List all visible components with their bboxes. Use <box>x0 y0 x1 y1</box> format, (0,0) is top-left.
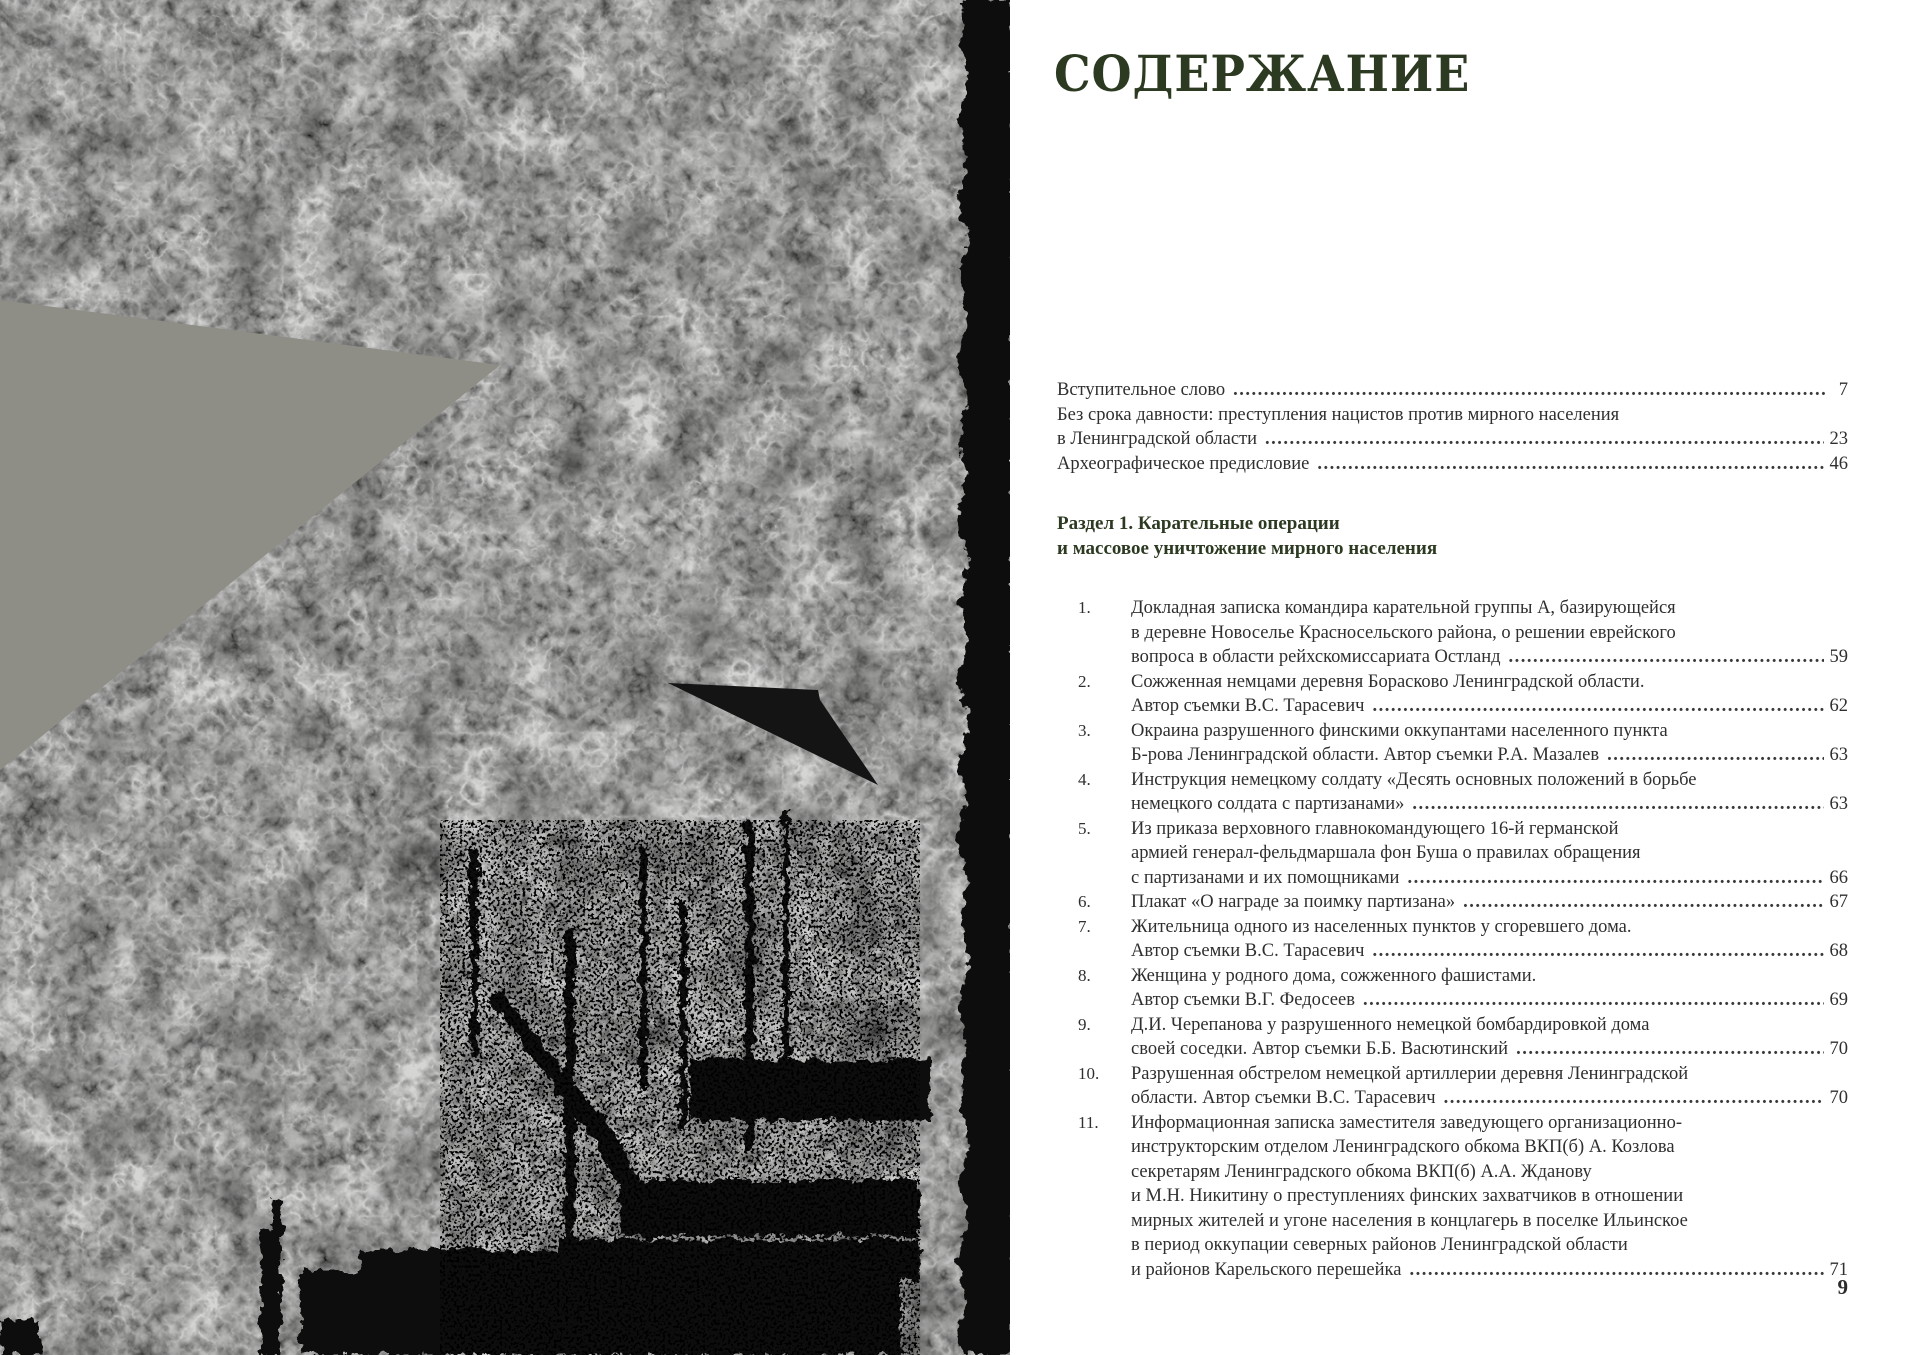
entry-page-number: 71 <box>1829 1259 1848 1280</box>
entry-number: 3. <box>1078 720 1091 740</box>
toc-entry <box>1057 1062 1848 1111</box>
entry-last-line <box>1131 866 1848 891</box>
toc-entry <box>1057 768 1848 817</box>
entry-last-line <box>1057 452 1848 477</box>
entry-line: Из приказа верховного главнокомандующего 16-й германской <box>1131 818 1619 839</box>
entry-body <box>1131 890 1848 915</box>
entry-line: Разрушенная обстрелом немецкой артиллерии деревня Ленинградской <box>1131 1063 1689 1084</box>
entry-number: 8. <box>1078 965 1091 985</box>
toc-entry <box>1057 596 1848 670</box>
entry-line: вопроса в области рейхскомиссариата Остланд <box>1131 647 1501 667</box>
toc-entry <box>1057 964 1848 1013</box>
entry-line: инструкторским отделом Ленинградского обкома ВКП(б) А. Козлова <box>1131 1137 1675 1157</box>
entry-page-number: 59 <box>1829 647 1848 667</box>
dot-leader <box>1265 427 1823 452</box>
entry-page-number: 46 <box>1829 453 1848 474</box>
entry-line: Вступительное слово <box>1057 380 1226 400</box>
entry-body <box>1131 1062 1848 1111</box>
entry-page-number: 70 <box>1829 1039 1848 1059</box>
toc-entry <box>1057 915 1848 964</box>
entry-line: Инструкция немецкому солдату «Десять основных положений в борьбе <box>1131 769 1697 790</box>
dot-leader <box>1509 645 1824 670</box>
entry-body <box>1131 768 1848 817</box>
entry-line: Б-рова Ленинградской области. Автор съемки Р.А. Мазалев <box>1131 745 1600 765</box>
entry-line: с партизанами и их помощниками <box>1131 867 1400 888</box>
entry-last-line <box>1057 378 1848 403</box>
entry-page-number: 67 <box>1829 892 1848 912</box>
ink-speckles <box>440 820 920 1355</box>
entry-page-number: 23 <box>1829 429 1848 449</box>
entry-line: немецкого солдата с партизанами» <box>1131 794 1405 814</box>
contents-page <box>1010 0 1920 1355</box>
section-heading-line: и массовое уничтожение мирного населения <box>1057 538 1438 559</box>
toc-entry <box>1057 670 1848 719</box>
dot-leader <box>1412 792 1823 817</box>
entry-line: Докладная записка командира карательной группы А, базирующейся <box>1131 598 1676 618</box>
entry-line: и районов Карельского перешейка <box>1131 1259 1402 1280</box>
entry-page-number: 62 <box>1829 696 1848 716</box>
toc-entry <box>1057 817 1848 891</box>
entry-body <box>1131 817 1848 891</box>
toc-entry <box>1057 403 1848 452</box>
entry-last-line <box>1131 1086 1848 1111</box>
entry-line: своей соседки. Автор съемки Б.Б. Васютинский <box>1131 1039 1509 1059</box>
entry-line: Д.И. Черепанова у разрушенного немецкой бомбардировкой дома <box>1131 1014 1650 1035</box>
entry-number: 6. <box>1078 892 1091 911</box>
entry-last-line <box>1131 890 1848 915</box>
entry-page-number: 7 <box>1838 380 1848 400</box>
dot-leader <box>1444 1086 1824 1111</box>
toc-entry <box>1057 890 1848 915</box>
entry-line: в деревне Новоселье Красносельского района, о решении еврейского <box>1131 622 1676 643</box>
entry-line: Автор съемки В.С. Тарасевич <box>1131 941 1365 961</box>
entry-last-line <box>1131 694 1848 719</box>
entry-last-line <box>1131 645 1848 670</box>
entry-last-line <box>1131 988 1848 1013</box>
dot-leader <box>1363 988 1824 1013</box>
dot-leader <box>1407 866 1823 891</box>
entry-line: секретарям Ленинградского обкома ВКП(б) А.А. Жданову <box>1131 1161 1592 1182</box>
entry-number: 1. <box>1078 598 1091 617</box>
entry-page-number: 70 <box>1829 1088 1848 1108</box>
entry-line: Автор съемки В.Г. Федосеев <box>1131 990 1355 1010</box>
entry-line: Плакат «О награде за поимку партизана» <box>1131 892 1456 912</box>
entry-last-line <box>1131 792 1848 817</box>
toc-entry <box>1057 1013 1848 1062</box>
dot-leader <box>1372 939 1823 964</box>
entry-number: 10. <box>1078 1063 1100 1083</box>
entry-line: Жительница одного из населенных пунктов у сгоревшего дома. <box>1131 916 1632 937</box>
entry-last-line <box>1131 1258 1848 1283</box>
entry-line: Без срока давности: преступления нацистов против мирного населения <box>1057 404 1620 425</box>
entry-line: Археографическое предисловие <box>1057 453 1310 474</box>
toc-entry <box>1057 719 1848 768</box>
entry-number: 4. <box>1078 769 1091 789</box>
dot-leader <box>1233 378 1828 403</box>
entry-number: 5. <box>1078 818 1091 838</box>
entry-last-line <box>1131 1037 1848 1062</box>
toc-entry <box>1057 452 1848 477</box>
entry-page-number: 63 <box>1829 794 1848 814</box>
entry-body <box>1131 596 1848 670</box>
entry-line: армией генерал-фельдмаршала фон Буша о правилах обращения <box>1131 843 1641 863</box>
dot-leader <box>1317 452 1823 477</box>
entry-last-line <box>1131 939 1848 964</box>
dot-leader <box>1372 694 1823 719</box>
entry-line: Окраина разрушенного финскими оккупантами населенного пункта <box>1131 720 1668 741</box>
entry-line: области. Автор съемки В.С. Тарасевич <box>1131 1088 1436 1108</box>
page-number: 9 <box>1837 1275 1848 1299</box>
entry-body <box>1131 964 1848 1013</box>
entry-body <box>1131 719 1848 768</box>
section-heading-line: Раздел 1. Карательные операции <box>1057 513 1340 534</box>
entry-line: Женщина у родного дома, сожженного фашистами. <box>1131 965 1537 986</box>
entry-body <box>1131 1111 1848 1283</box>
dot-leader <box>1607 743 1823 768</box>
dot-leader <box>1463 890 1823 915</box>
entry-line: мирных жителей и угоне населения в концлагерь в поселке Ильинское <box>1131 1210 1688 1231</box>
entry-page-number: 69 <box>1829 990 1848 1010</box>
toc-entry <box>1057 378 1848 403</box>
entry-line: и М.Н. Никитину о преступлениях финских захватчиков в отношении <box>1131 1186 1684 1206</box>
table-of-contents <box>1057 378 1848 1282</box>
entry-page-number: 66 <box>1829 867 1848 888</box>
entry-number: 2. <box>1078 671 1091 691</box>
dot-leader <box>1516 1037 1823 1062</box>
page-title: СОДЕРЖАНИЕ <box>1054 44 1471 103</box>
toc-entry <box>1057 1111 1848 1283</box>
entry-line: в период оккупации северных районов Ленинградской области <box>1131 1235 1628 1255</box>
entry-line: в Ленинградской области <box>1057 429 1258 449</box>
entry-body <box>1131 915 1848 964</box>
entry-body <box>1131 670 1848 719</box>
entry-last-line <box>1057 427 1848 452</box>
entry-number: 11. <box>1078 1112 1099 1132</box>
entry-number: 7. <box>1078 916 1091 936</box>
entry-line: Автор съемки В.С. Тарасевич <box>1131 696 1365 716</box>
entry-line: Сожженная немцами деревня Борасково Ленинградской области. <box>1131 671 1645 692</box>
dot-leader <box>1409 1258 1823 1283</box>
section-heading <box>1057 511 1848 561</box>
entry-page-number: 68 <box>1829 941 1848 961</box>
section-entries-list <box>1057 596 1848 1282</box>
entry-number: 9. <box>1078 1014 1091 1034</box>
entry-last-line <box>1131 743 1848 768</box>
entry-body <box>1131 1013 1848 1062</box>
front-matter-list <box>1057 378 1848 476</box>
entry-line: Информационная записка заместителя заведующего организационно- <box>1131 1112 1682 1133</box>
entry-page-number: 63 <box>1829 745 1848 765</box>
